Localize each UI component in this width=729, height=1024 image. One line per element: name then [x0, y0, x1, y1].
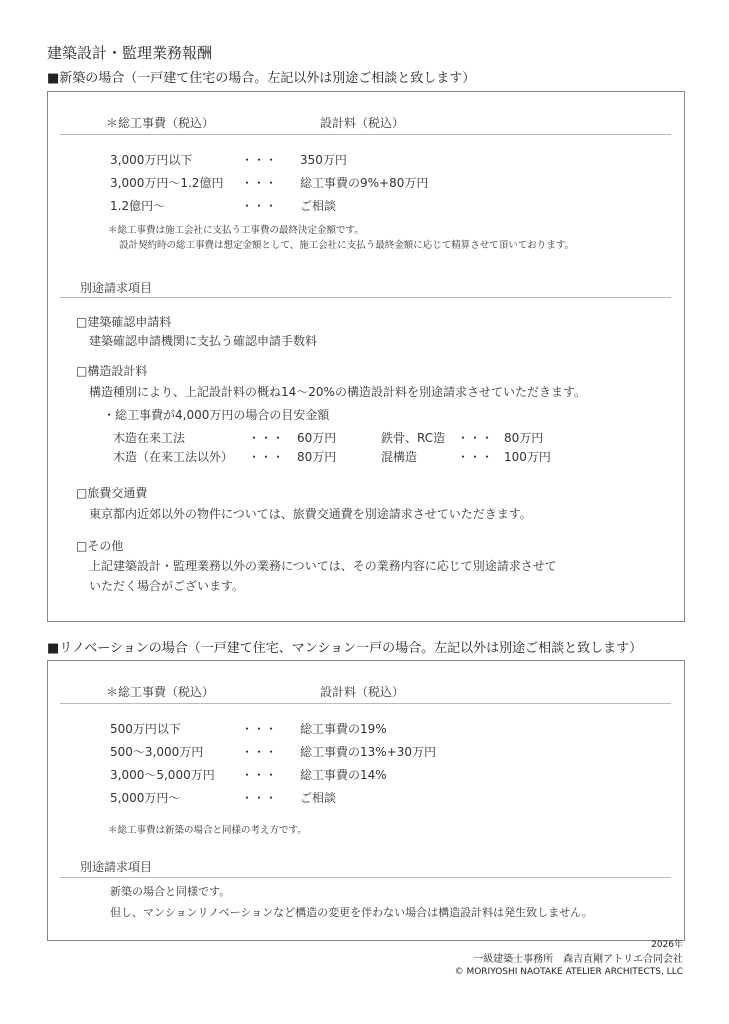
- renovation-heading: ■リノベーションの場合（一戸建て住宅、マンション一戸の場合。左記以外は別途ご相談と致します）: [47, 641, 643, 656]
- dots: ・・・: [241, 791, 278, 805]
- structure-note: ・総工事費が4,000万円の場合の目安金額: [103, 408, 330, 422]
- structure-fee: 80万円: [297, 450, 337, 464]
- col-cost-header: ＊総工事費（税込）: [106, 116, 215, 130]
- divider: [60, 703, 671, 704]
- extra-desc: いただく場合がございます。: [89, 579, 245, 593]
- col-fee-header: 設計料（税込）: [320, 685, 405, 699]
- dots: ・・・: [248, 450, 285, 464]
- footer-year: 2026年: [651, 940, 683, 950]
- fee: 総工事費の19%: [300, 722, 387, 736]
- dots: ・・・: [241, 745, 278, 759]
- note: 設計契約時の総工事費は想定金額として、施工会社に支払う最終金額に応じて精算させて頂いております。: [119, 240, 575, 251]
- fee: ご相談: [300, 199, 337, 213]
- footer-copyright: © MORIYOSHI NAOTAKE ATELIER ARCHITECTS, LLC: [454, 967, 683, 977]
- extra-desc: 東京都内近郊以外の物件については、旅費交通費を別途請求させていただきます。: [89, 507, 532, 521]
- fee: 350万円: [300, 153, 347, 167]
- cost-range: 3,000万円〜1.2億円: [110, 176, 224, 190]
- extra-heading: 別途請求項目: [80, 860, 153, 874]
- fee: ご相談: [300, 791, 337, 805]
- structure-type: 鉄骨、RC造: [381, 431, 446, 445]
- fee: 総工事費の13%+30万円: [300, 745, 436, 759]
- cost-range: 3,000〜5,000万円: [110, 768, 215, 782]
- extra-heading: 別途請求項目: [80, 281, 153, 295]
- extra-desc: 建築確認申請機関に支払う確認申請手数料: [89, 334, 318, 348]
- new-build-heading: ■新築の場合（一戸建て住宅の場合。左記以外は別途ご相談と致します）: [47, 71, 476, 86]
- new-build-box: [47, 91, 685, 622]
- extra-title: □構造設計料: [76, 364, 148, 378]
- dots: ・・・: [241, 722, 278, 736]
- note: ＊総工事費は施工会社に支払う工事費の最終決定金額です。: [108, 225, 364, 236]
- cost-range: 500〜3,000万円: [110, 745, 204, 759]
- col-cost-header: ＊総工事費（税込）: [106, 685, 215, 699]
- note: ＊総工事費は新築の場合と同様の考え方です。: [108, 825, 307, 836]
- page-title: 建築設計・監理業務報酬: [47, 44, 213, 62]
- extra-title: □その他: [76, 539, 124, 553]
- dots: ・・・: [457, 431, 494, 445]
- extra-desc: 上記建築設計・監理業務以外の業務については、その業務内容に応じて別途請求させて: [89, 559, 557, 573]
- structure-fee: 100万円: [504, 450, 551, 464]
- fee: 総工事費の9%+80万円: [300, 176, 429, 190]
- divider: [60, 877, 671, 878]
- cost-range: 500万円以下: [110, 722, 181, 736]
- cost-range: 5,000万円〜: [110, 791, 181, 805]
- dots: ・・・: [457, 450, 494, 464]
- footer-office: 一級建築士事務所 森吉直剛アトリエ合同会社: [473, 954, 683, 965]
- structure-fee: 80万円: [504, 431, 544, 445]
- extra-desc: 構造種別により、上記設計料の概ね14〜20%の構造設計料を別途請求させていただきます。: [89, 385, 586, 399]
- structure-type: 混構造: [381, 450, 418, 464]
- divider: [60, 297, 671, 298]
- cost-range: 1.2億円〜: [110, 199, 166, 213]
- dots: ・・・: [248, 431, 285, 445]
- dots: ・・・: [241, 176, 278, 190]
- extra-text: 新築の場合と同様です。: [110, 885, 231, 898]
- structure-type: 木造（在来工法以外）: [113, 450, 234, 464]
- structure-type: 木造在来工法: [113, 431, 186, 445]
- extra-title: □旅費交通費: [76, 486, 148, 500]
- extra-text: 但し、マンションリノベーションなど構造の変更を伴わない場合は構造設計料は発生致しません。: [110, 906, 593, 919]
- dots: ・・・: [241, 768, 278, 782]
- fee: 総工事費の14%: [300, 768, 387, 782]
- dots: ・・・: [241, 153, 278, 167]
- col-fee-header: 設計料（税込）: [320, 116, 405, 130]
- structure-fee: 60万円: [297, 431, 337, 445]
- divider: [60, 134, 671, 135]
- dots: ・・・: [241, 199, 278, 213]
- extra-title: □建築確認申請料: [76, 315, 172, 329]
- cost-range: 3,000万円以下: [110, 153, 193, 167]
